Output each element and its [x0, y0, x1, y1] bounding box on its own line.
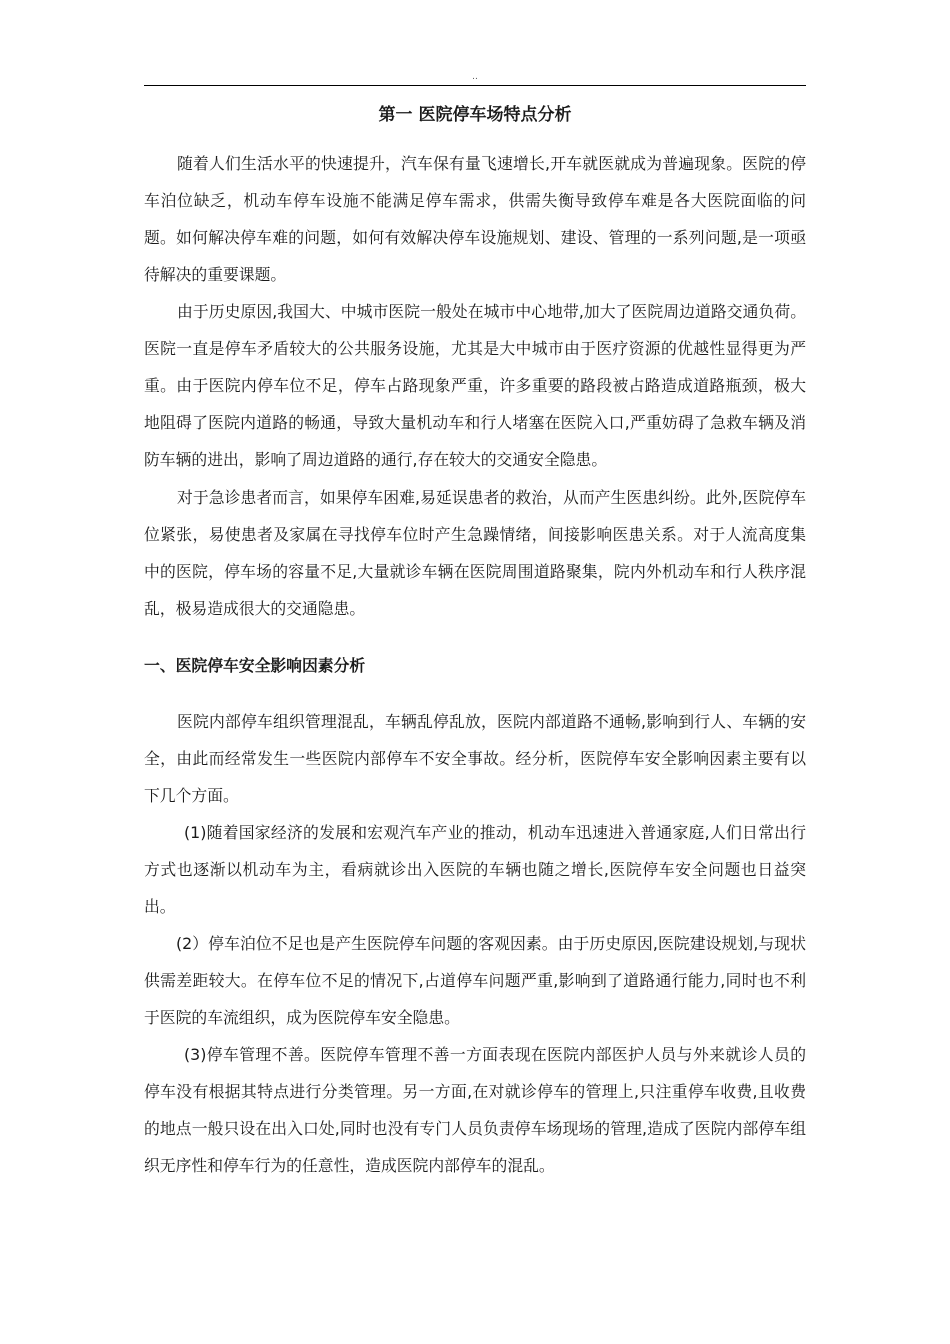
section-heading: 一、医院停车安全影响因素分析: [144, 656, 366, 675]
header-rule: [144, 85, 806, 86]
paragraph-1: 随着人们生活水平的快速提升，汽车保有量飞速增长,开车就医就成为普遍现象。医院的停车泊位缺乏，机动车停车设施不能满足停车需求，供需失衡导致停车难是各大医院面临的问题。如何解决停车难的问题，如何有效解决停车设施规划、建设、管理的一系列问题,是一项亟待解决的重要课题。: [144, 154, 806, 284]
section-intro: 医院内部停车组织管理混乱，车辆乱停乱放，医院内部道路不通畅,影响到行人、车辆的安全，由此而经常发生一些医院内部停车不安全事故。经分析，医院停车安全影响因素主要有以下几个方面。: [144, 712, 806, 805]
header-mark: ..: [472, 72, 478, 82]
paragraph-3: 对于急诊患者而言，如果停车困难,易延误患者的救治，从而产生医患纠纷。此外,医院停车位紧张，易使患者及家属在寻找停车位时产生急躁情绪，间接影响医患关系。对于人流高度集中的医院，停车场的容量不足,大量就诊车辆在医院周围道路聚集，院内外机动车和行人秩序混乱，极易造成很大的交通隐患。: [144, 488, 806, 618]
page-title: 第一 医院停车场特点分析: [378, 105, 572, 125]
list-item-2: (2）停车泊位不足也是产生医院停车问题的客观因素。由于历史原因,医院建设规划,与现状供需差距较大。在停车位不足的情况下,占道停车问题严重,影响到了道路通行能力,同时也不利于医院的车流组织，成为医院停车安全隐患。: [144, 934, 806, 1027]
list-item-3: (3)停车管理不善。医院停车管理不善一方面表现在医院内部医护人员与外来就诊人员的停车没有根据其特点进行分类管理。另一方面,在对就诊停车的管理上,只注重停车收费,且收费的地点一般只设在出入口处,同时也没有专门人员负责停车场现场的管理,造成了医院内部停车组织无序性和停车行为的任意性，造成医院内部停车的混乱。: [144, 1045, 806, 1175]
paragraph-2: 由于历史原因,我国大、中城市医院一般处在城市中心地带,加大了医院周边道路交通负荷。医院一直是停车矛盾较大的公共服务设施，尤其是大中城市由于医疗资源的优越性显得更为严重。由于医院内停车位不足，停车占路现象严重，许多重要的路段被占路造成道路瓶颈，极大地阻碍了医院内道路的畅通，导致大量机动车和行人堵塞在医院入口,严重妨碍了急救车辆及消防车辆的进出，影响了周边道路的通行,存在较大的交通安全隐患。: [144, 302, 806, 469]
list-item-1: (1)随着国家经济的发展和宏观汽车产业的推动，机动车迅速进入普通家庭,人们日常出行方式也逐渐以机动车为主，看病就诊出入医院的车辆也随之增长,医院停车安全问题也日益突出。: [144, 823, 806, 916]
